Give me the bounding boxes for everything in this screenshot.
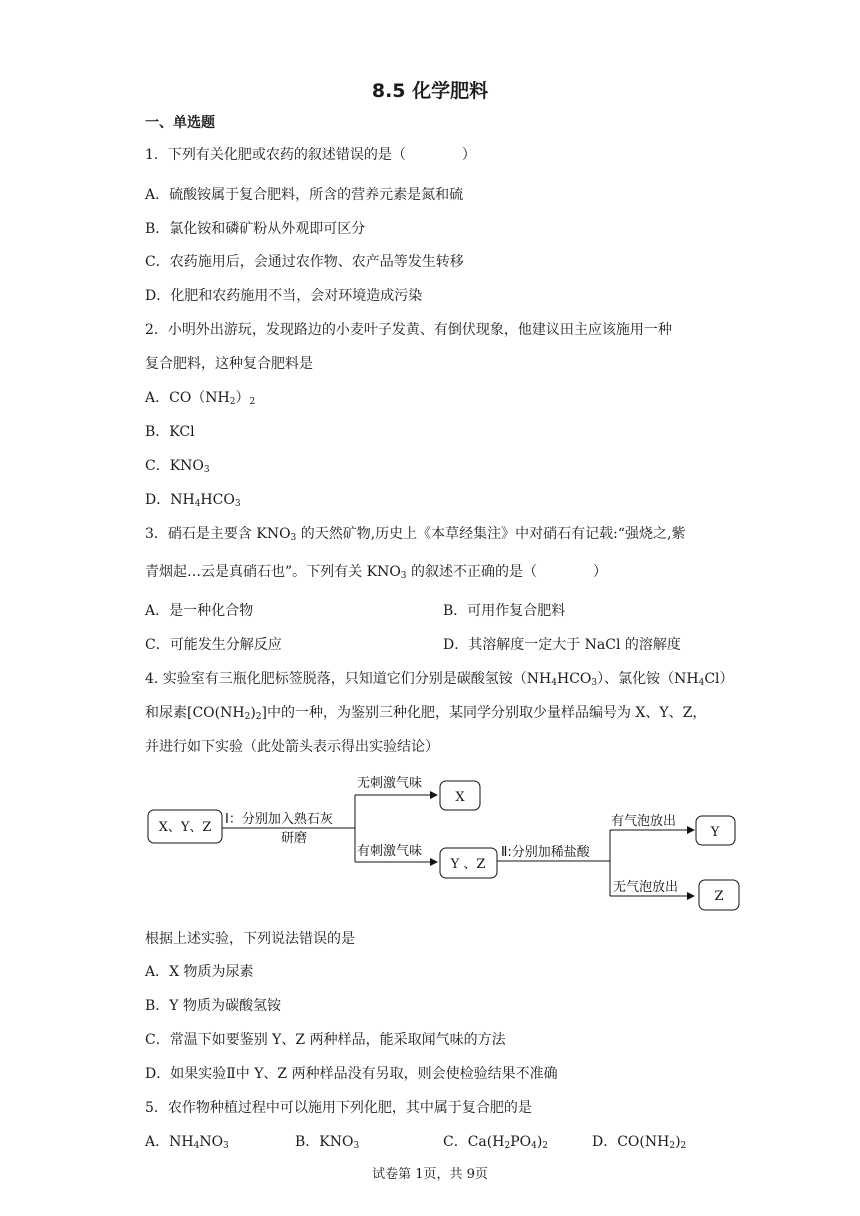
mid-box-label: Y 、Z (450, 857, 486, 872)
q5-option-c: C．$Ca(H_2PO_4)_2$ (443, 1134, 549, 1151)
page-title: 8.5 化学肥料 (371, 80, 489, 102)
q2-option-b: B．KCl (145, 424, 195, 440)
q4-after-text: 根据上述实验，下列说法错误的是 (145, 931, 355, 947)
section-heading: 一、单选题 (145, 115, 215, 131)
q4-stem-line1: 4. 实验室有三瓶化肥标签脱落，只知道它们分别是碳酸氢铵$(NH_4HCO_3)$、氯化铵$(NH_4Cl)$ (145, 671, 734, 688)
q2-option-d: D．$NH_4HCO_3$ (145, 492, 241, 509)
q4-option-a: A．X 物质为尿素 (145, 964, 254, 980)
experiment-flow-diagram (145, 770, 745, 915)
q3-option-d: D．其溶解度一定大于 NaCl 的溶解度 (443, 637, 681, 653)
q3-option-a: A．是一种化合物 (145, 603, 254, 619)
q2-option-c: C．$KNO_3$ (145, 458, 210, 475)
step1-top-label: Ⅰ：分别加入熟石灰 (225, 812, 333, 827)
step1-bottom-label: 研磨 (281, 831, 308, 846)
q2-option-a: A．$CO(NH_2)_2$ (145, 390, 256, 407)
start-box-label: X、Y、Z (158, 820, 212, 835)
branch-bubbles-label: 有气泡放出 (611, 814, 677, 829)
q4-option-b: B．Y 物质为碳酸氢铵 (145, 998, 281, 1014)
q1-option-c: C．农药施用后，会通过农作物、农产品等发生转移 (145, 254, 464, 270)
page-footer: 试卷第 1页，共 9页 (372, 1167, 488, 1182)
result-x-label: X (455, 790, 465, 805)
q1-option-b: B．氯化铵和磷矿粉从外观即可区分 (145, 221, 366, 237)
branch-smell-label: 有刺激气味 (357, 844, 423, 859)
q5-option-a: A．$NH_4NO_3$ (145, 1134, 229, 1151)
result-y-label: Y (710, 825, 720, 840)
branch-no-bubbles-label: 无气泡放出 (613, 880, 679, 895)
result-z-label: Z (714, 889, 724, 904)
q4-option-c: C．常温下如要鉴别 Y、Z 两种样品，能采取闻气味的方法 (145, 1032, 506, 1048)
q5-option-b: B．$KNO_3$ (295, 1134, 360, 1151)
q1-option-a: A．硫酸铵属于复合肥料，所含的营养元素是氮和硫 (145, 187, 464, 203)
q3-option-c: C．可能发生分解反应 (145, 637, 282, 653)
q5-stem: 5．农作物种植过程中可以施用下列化肥，其中属于复合肥的是 (145, 1100, 532, 1116)
q3-option-b: B．可用作复合肥料 (443, 603, 566, 619)
branch-no-smell-label: 无刺激气味 (357, 776, 423, 791)
q1-stem: 1．下列有关化肥或农药的叙述错误的是（ ） (145, 147, 476, 163)
q5-option-d: D．$CO(NH_2)_2$ (592, 1134, 687, 1151)
q4-stem-line2: 和尿素$[CO(NH_2)_2]$中的一种，为鉴别三种化肥，某同学分别取少量样品编号为 X、Y、Z， (145, 705, 707, 722)
step2-label: Ⅱ:分别加稀盐酸 (501, 845, 590, 860)
q4-stem-line3: 并进行如下实验（此处箭头表示得出实验结论） (145, 739, 439, 755)
q4-option-d: D．如果实验Ⅱ中 Y、Z 两种样品没有另取，则会使检验结果不准确 (145, 1066, 558, 1082)
q3-stem-line1: 3．硝石是主要含 $KNO_3$ 的天然矿物,历史上《本草经集注》中对硝石有记载:“强烧之,紫 (145, 526, 686, 543)
q1-option-d: D．化肥和农药施用不当，会对环境造成污染 (145, 288, 423, 304)
q3-stem-line2: 青烟起…云是真硝石也”。下列有关 $KNO_3$ 的叙述不正确的是（ ） (145, 564, 607, 581)
q2-stem-line1: 2．小明外出游玩，发现路边的小麦叶子发黄、有倒伏现象，他建议田主应该施用一种 (145, 322, 672, 338)
q2-stem-line2: 复合肥料，这种复合肥料是 (145, 356, 313, 372)
